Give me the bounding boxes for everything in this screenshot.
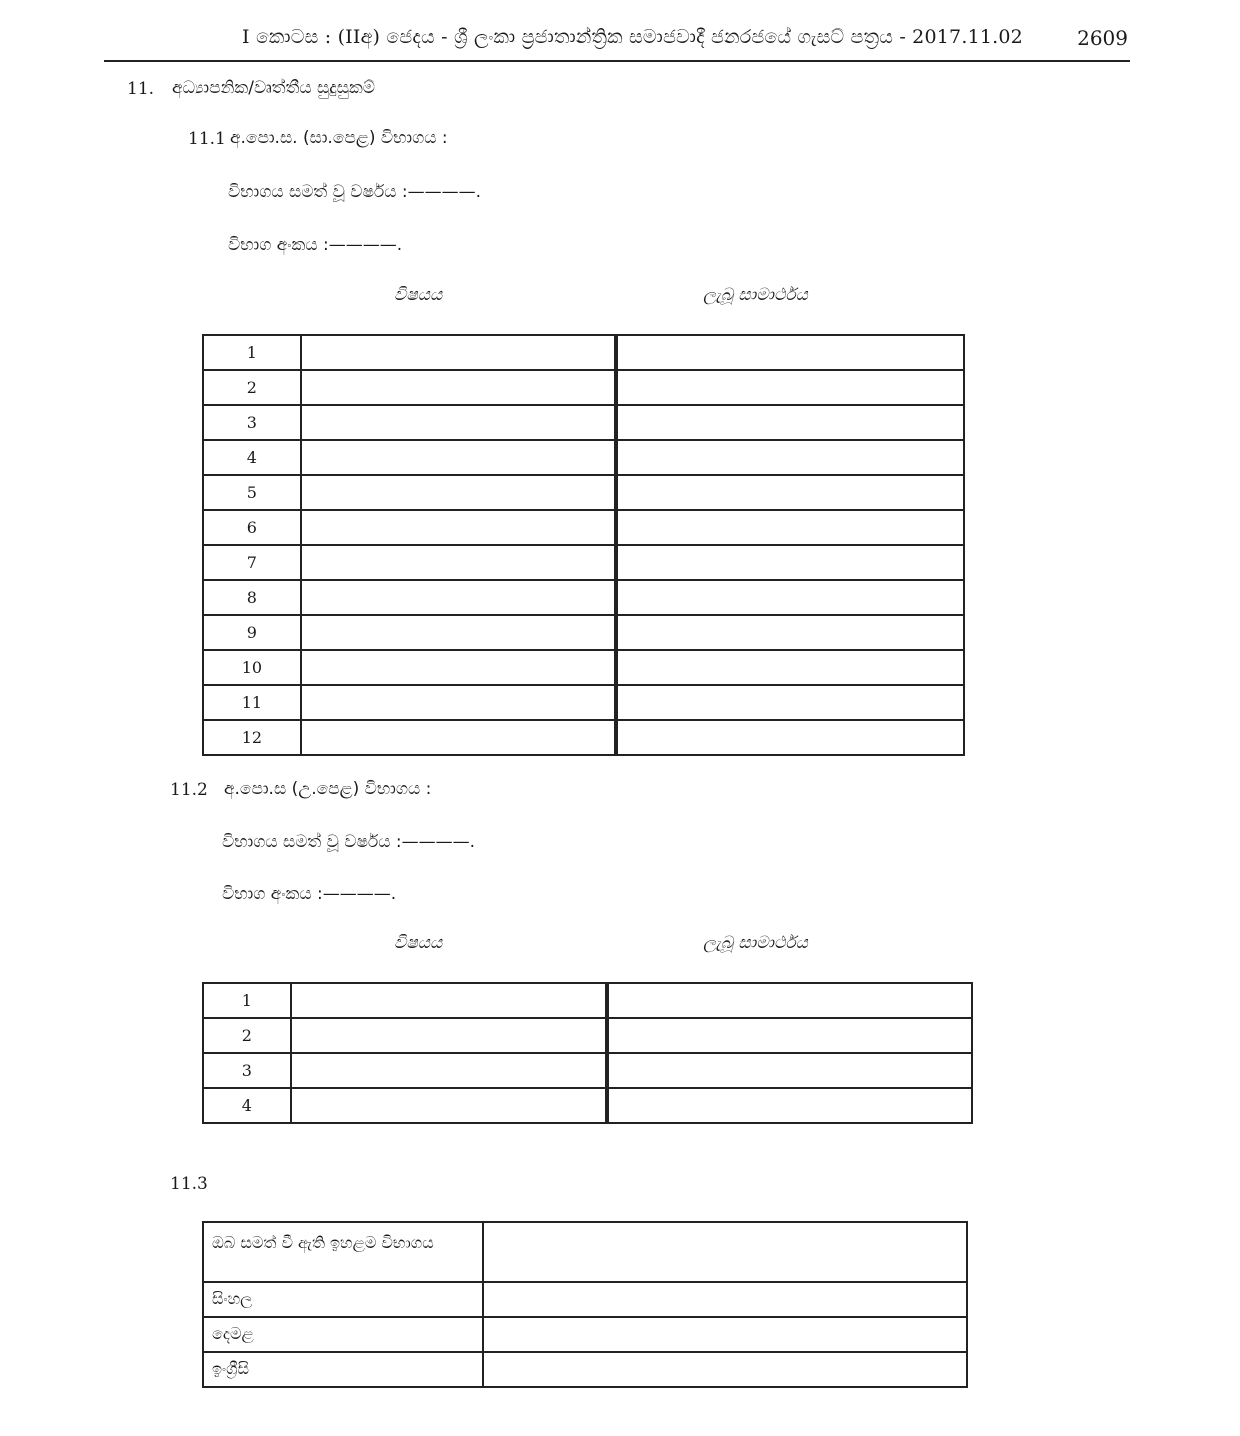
al-row — [203, 1053, 972, 1088]
al-subject-cell[interactable] — [291, 1018, 607, 1053]
ol-row-number: 6 — [203, 510, 301, 545]
ol-subject-cell[interactable] — [301, 370, 616, 405]
ol-row-number: 1 — [203, 335, 301, 370]
tamil-label: දෙමළ — [203, 1317, 483, 1352]
ol-subject-cell[interactable] — [301, 615, 616, 650]
ol-subject-cell[interactable] — [301, 335, 616, 370]
section-11-3-number: 11.3 — [170, 1174, 208, 1194]
ol-subject-cell[interactable] — [301, 510, 616, 545]
al-grade-header: ලැබූ සාමාර්ථය — [703, 933, 808, 953]
ol-subject-cell[interactable] — [301, 405, 616, 440]
ol-row-number: 3 — [203, 405, 301, 440]
ol-row-number: 9 — [203, 615, 301, 650]
ol-grade-cell[interactable] — [616, 545, 964, 580]
sinhala-label: සිංහල — [203, 1282, 483, 1317]
al-grade-cell[interactable] — [607, 1088, 972, 1123]
ol-row — [203, 580, 964, 615]
al-row-number: 2 — [203, 1018, 291, 1053]
al-results-table — [202, 982, 973, 1124]
ol-subject-cell[interactable] — [301, 580, 616, 615]
ol-subject-header: විෂයය — [394, 285, 443, 305]
ol-grade-cell[interactable] — [616, 475, 964, 510]
ol-row — [203, 650, 964, 685]
highest-exam-label: ඔබ සමත් වී ඇති ඉහළම විභාගය — [203, 1222, 483, 1282]
ol-row — [203, 545, 964, 580]
ol-grade-cell[interactable] — [616, 720, 964, 755]
ol-row — [203, 510, 964, 545]
ol-year-label: විභාගය සමත් වූ වර්ෂය :————. — [228, 182, 482, 202]
section-11-1-number: 11.1 — [188, 129, 226, 149]
al-subject-header: විෂයය — [394, 933, 443, 953]
al-row-number: 3 — [203, 1053, 291, 1088]
ol-row — [203, 720, 964, 755]
al-row — [203, 1088, 972, 1123]
ol-grade-cell[interactable] — [616, 335, 964, 370]
ol-row-number: 12 — [203, 720, 301, 755]
english-field[interactable] — [483, 1352, 967, 1387]
ol-row — [203, 370, 964, 405]
al-subject-cell[interactable] — [291, 1053, 607, 1088]
highest-exam-field[interactable] — [483, 1222, 967, 1282]
ol-index-label: විභාග අංකය :————. — [228, 235, 403, 255]
ol-grade-cell[interactable] — [616, 370, 964, 405]
al-grade-cell[interactable] — [607, 1053, 972, 1088]
ol-subject-cell[interactable] — [301, 720, 616, 755]
language-qualifications-table — [202, 1221, 968, 1388]
section-11-title: අධ්‍යාපනික/වෘත්තීය සුදුසුකම් — [172, 78, 376, 98]
ol-grade-cell[interactable] — [616, 580, 964, 615]
ol-row — [203, 615, 964, 650]
al-subject-cell[interactable] — [291, 1088, 607, 1123]
ol-grade-cell[interactable] — [616, 440, 964, 475]
section-11-2-title: අ.පො.ස (උ.පෙළ) විභාගය : — [224, 779, 432, 799]
ol-subject-cell[interactable] — [301, 650, 616, 685]
ol-grade-cell[interactable] — [616, 685, 964, 720]
ol-grade-cell[interactable] — [616, 650, 964, 685]
section-11-2-number: 11.2 — [170, 780, 208, 800]
ol-grade-header: ලැබූ සාමාර්ථය — [703, 285, 808, 305]
ol-row-number: 11 — [203, 685, 301, 720]
al-row — [203, 1018, 972, 1053]
ol-row-number: 2 — [203, 370, 301, 405]
al-index-label: විභාග අංකය :————. — [222, 884, 397, 904]
ol-row-number: 10 — [203, 650, 301, 685]
ol-row-number: 4 — [203, 440, 301, 475]
tamil-field[interactable] — [483, 1317, 967, 1352]
section-11-number: 11. — [127, 79, 155, 99]
ol-row — [203, 335, 964, 370]
section-11-1-title: අ.පො.ස. (සා.පෙළ) විභාගය : — [230, 128, 448, 148]
ol-row — [203, 475, 964, 510]
ol-row — [203, 685, 964, 720]
english-label: ඉංග්‍රීසි — [203, 1352, 483, 1387]
ol-results-table — [202, 334, 965, 756]
al-grade-cell[interactable] — [607, 1018, 972, 1053]
al-row-number: 4 — [203, 1088, 291, 1123]
ol-row-number: 5 — [203, 475, 301, 510]
page-header — [104, 22, 1130, 62]
ol-grade-cell[interactable] — [616, 615, 964, 650]
al-row-number: 1 — [203, 983, 291, 1018]
ol-subject-cell[interactable] — [301, 685, 616, 720]
ol-row-number: 7 — [203, 545, 301, 580]
al-row — [203, 983, 972, 1018]
header-title: I කොටස : (IIඅ) ජෙදය - ශ්‍රී ලංකා ප්‍රජාතාන්ත්‍රික සමාජවාදී ජනරජයේ ගැසට් පත්‍රය - 2017.11.02 — [242, 26, 1023, 48]
ol-grade-cell[interactable] — [616, 405, 964, 440]
ol-grade-cell[interactable] — [616, 510, 964, 545]
sinhala-field[interactable] — [483, 1282, 967, 1317]
al-grade-cell[interactable] — [607, 983, 972, 1018]
ol-subject-cell[interactable] — [301, 475, 616, 510]
al-year-label: විභාගය සමත් වූ වර්ෂය :————. — [222, 832, 476, 852]
ol-row — [203, 440, 964, 475]
ol-row-number: 8 — [203, 580, 301, 615]
ol-row — [203, 405, 964, 440]
ol-subject-cell[interactable] — [301, 545, 616, 580]
page-number: 2609 — [1077, 26, 1128, 50]
al-subject-cell[interactable] — [291, 983, 607, 1018]
ol-subject-cell[interactable] — [301, 440, 616, 475]
